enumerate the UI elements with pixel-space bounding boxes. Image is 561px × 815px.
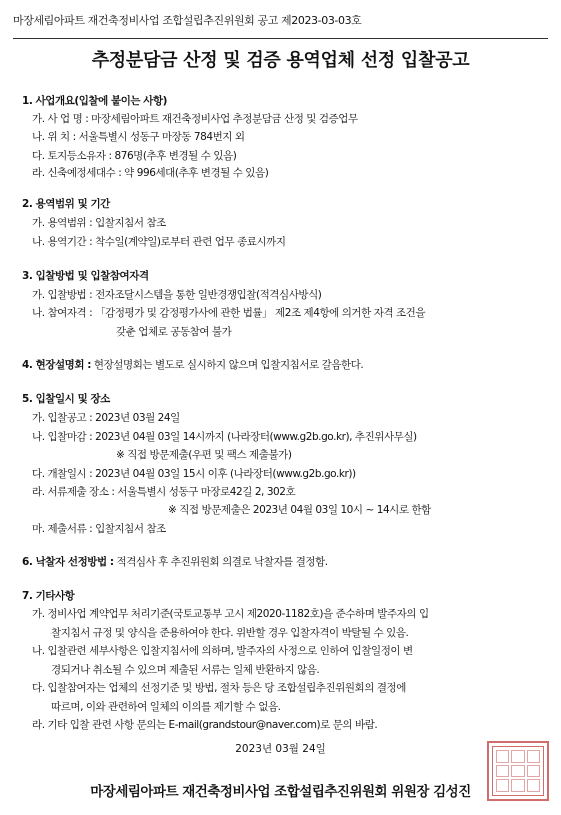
section-5-item-b-note: ※ 직접 방문제출(우편 및 팩스 제출불가) [116, 449, 292, 461]
section-6-heading: 6. 낙찰자 선정방법 : [22, 556, 114, 568]
section-2-item-b: 나. 용역기간 : 착수일(계약일)로부터 관련 업무 종료시까지 [32, 236, 286, 248]
section-1-item-a: 가. 사 업 명 : 마장세림아파트 재건축정비사업 추정분담금 산정 및 검증업무 [32, 113, 358, 125]
section-7-heading: 7. 기타사항 [22, 590, 75, 602]
section-3-heading: 3. 입찰방법 및 입찰참여자격 [22, 270, 149, 282]
section-3-item-b: 나. 참여자격 : 「감정평가 및 감정평가사에 관한 법률」 제2조 제4항에 의거한 자격 조건을 [32, 307, 426, 319]
section-3-item-b-cont: 갖춘 업체로 공동참여 불가 [116, 326, 232, 338]
section-6-row [22, 555, 328, 569]
section-5-item-a: 가. 입찰공고 : 2023년 03월 24일 [32, 412, 180, 424]
notice-number-header: 마장세림아파트 재건축정비사업 조합설립추진위원회 공고 제2023-03-03호 [13, 10, 548, 39]
section-5-item-d: 라. 서류제출 장소 : 서울특별시 성동구 마장로42길 2, 302호 [32, 486, 296, 498]
section-4-heading: 4. 현장설명회 : [22, 359, 92, 371]
section-5-item-c: 다. 개찰일시 : 2023년 04월 03일 15시 이후 (나라장터(www.g2b.go.kr)) [32, 468, 356, 480]
section-2-heading: 2. 용역범위 및 기간 [22, 198, 110, 210]
section-5-heading: 5. 입찰일시 및 장소 [22, 393, 110, 405]
section-7-item-a-cont: 찰지침서 규정 및 양식을 준용하여야 한다. 위반할 경우 입찰자격이 박탈될 수 있음. [51, 627, 409, 639]
section-7-item-d: 라. 기타 입찰 관련 사항 문의는 E-mail(grandstour@naver.com)로 문의 바람. [32, 719, 378, 731]
section-5-item-e: 마. 제출서류 : 입찰지침서 참조 [32, 523, 166, 535]
section-7-item-c-cont: 따르며, 이와 관련하여 일체의 이의를 제기할 수 없음. [51, 701, 281, 713]
section-4-row [22, 358, 363, 372]
section-1-item-c: 다. 토지등소유자 : 876명(추후 변경될 수 있음) [32, 150, 237, 162]
section-1-item-b: 나. 위 치 : 서울특별시 성동구 마장동 784번지 외 [32, 131, 245, 143]
section-5-item-d-note: ※ 직접 방문제출은 2023년 04월 03일 10시 ~ 14시로 한함 [168, 504, 431, 516]
section-6-text: 적격심사 후 추진위원회 의결로 낙찰자를 결정함. [113, 556, 328, 568]
issuer-signature-line: 마장세림아파트 재건축정비사업 조합설립추진위원회 위원장 김성진 [90, 784, 471, 800]
section-2-item-a: 가. 용역범위 : 입찰지침서 참조 [32, 217, 166, 229]
notice-date: 2023년 03월 24일 [235, 743, 326, 755]
section-1-heading: 1. 사업개요(입찰에 붙이는 사항) [22, 95, 168, 107]
section-5-item-b: 나. 입찰마감 : 2023년 04월 03일 14시까지 (나라장터(www.g2b.go.kr), 추진위사무실) [32, 431, 417, 443]
section-4-text: 현장설명회는 별도로 실시하지 않으며 입찰지침서로 갈음한다. [91, 359, 364, 371]
document-title: 추정분담금 산정 및 검증 용역업체 선정 입찰공고 [91, 50, 470, 71]
section-3-item-a: 가. 입찰방법 : 전자조달시스템을 통한 일반경쟁입찰(적격심사방식) [32, 289, 322, 301]
section-7-item-c: 다. 입찰참여자는 업체의 선정기준 및 방법, 절차 등은 당 조합설립추진위원회의 결정에 [32, 682, 406, 694]
section-7-item-b: 나. 입찰관련 세부사항은 입찰지침서에 의하며, 발주자의 사정으로 인하여 입찰일정이 변 [32, 645, 413, 657]
section-1-item-d: 라. 신축예정세대수 : 약 996세대(추후 변경될 수 있음) [32, 167, 269, 179]
section-7-item-b-cont: 경되거나 취소될 수 있으며 제출된 서류는 일체 반환하지 않음. [51, 664, 320, 676]
section-7-item-a: 가. 정비사업 계약업무 처리기준(국토교통부 고시 제2020-1182호)을 준수하며 발주자의 입 [32, 608, 429, 620]
